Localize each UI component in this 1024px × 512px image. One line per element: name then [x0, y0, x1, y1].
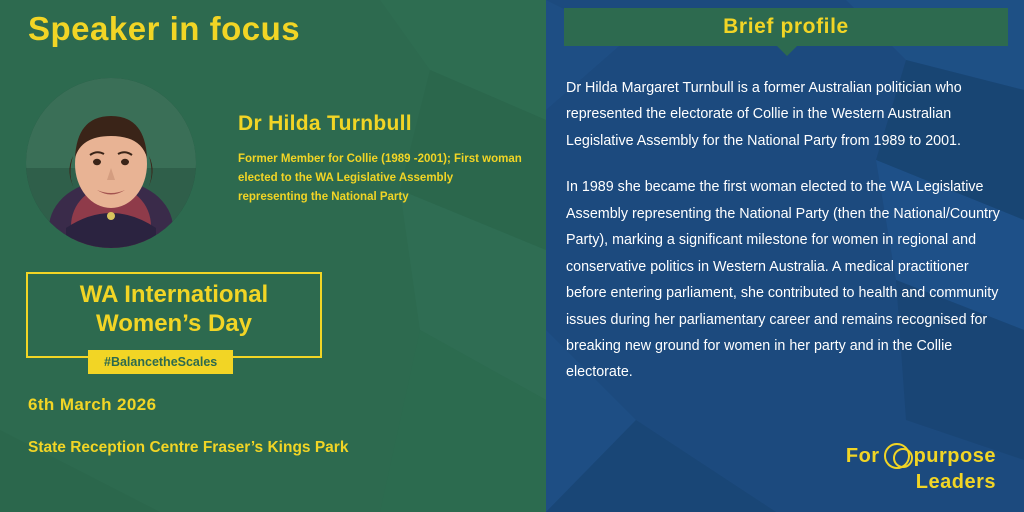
banner-notch-icon: [777, 46, 797, 56]
speaker-role: Former Member for Collie (1989 -2001); First woman elected to the WA Legislative Assembly representing the National Party: [238, 153, 522, 203]
brand-logo: [846, 443, 996, 494]
brief-profile-banner: [564, 8, 1008, 46]
hashtag-chip: #BalancetheScales: [88, 350, 233, 374]
rings-icon: [884, 443, 910, 469]
logo-line-two: Leaders: [915, 471, 996, 493]
speaker-name: Dr Hilda Turnbull: [238, 112, 412, 135]
logo-word-purpose: purpose: [913, 444, 996, 467]
brief-profile-label: Brief profile: [723, 15, 849, 38]
logo-line-one: [846, 443, 996, 469]
portrait-illustration: [26, 78, 196, 248]
event-venue: State Reception Centre Fraser’s Kings Park: [28, 439, 349, 456]
brief-paragraph: Dr Hilda Margaret Turnbull is a former Australian politician who represented the electorate of Collie in the Western Australian Legislative Assembly for the National Party from 1989 to 2001.: [566, 80, 962, 149]
page-title: Speaker in focus: [28, 10, 301, 47]
speaker-portrait: [26, 78, 196, 248]
brief-profile-body: [566, 75, 1008, 406]
right-panel: [546, 0, 1024, 512]
event-date: 6th March 2026: [28, 395, 157, 414]
brief-paragraph: In 1989 she became the first woman elected to the WA Legislative Assembly representing the National Party (then the National/Country Party), marking a significant milestone for women in regional and conservative politics in Western Australia. A medical practitioner before entering parliament, she contributed to health and community issues during her parliamentary career and remains recognised for breaking new ground for women in her party and in the Collie electorate.: [566, 179, 1000, 381]
logo-word-for: For: [845, 444, 880, 467]
event-title: WA International Women’s Day: [79, 281, 269, 338]
